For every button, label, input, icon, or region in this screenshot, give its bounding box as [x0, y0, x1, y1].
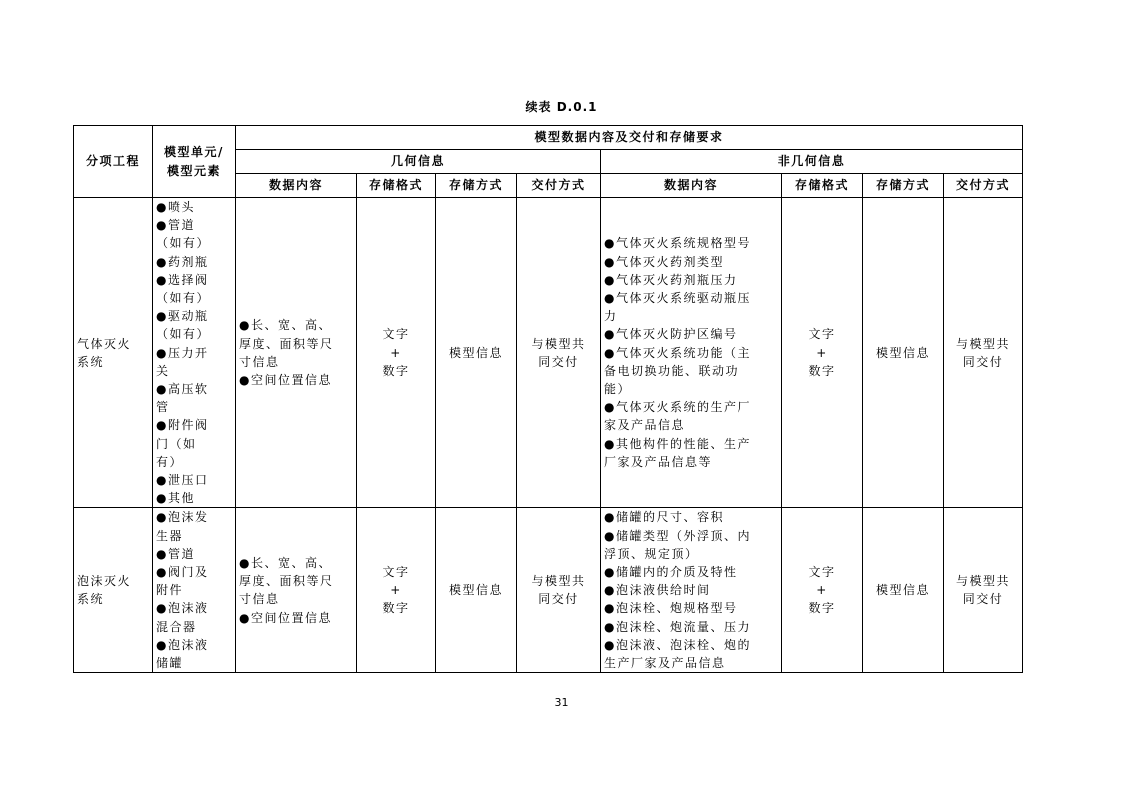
- cell-geo-content: [236, 198, 357, 508]
- subheader-nongeo-format: 存储格式: [782, 174, 863, 198]
- header-unit: 模型单元/ 模型元素: [153, 126, 236, 198]
- nongeo-content-item: ●气体灭火系统规格型号: [604, 236, 751, 251]
- nongeo-content-item: ●泡沫栓、炮规格型号: [604, 601, 738, 616]
- geo-content-item: ●空间位置信息: [239, 372, 332, 387]
- nongeo-content-item: ●其他构件的性能、生产 厂家及产品信息等: [604, 436, 751, 469]
- cell-nongeo-method: 模型信息: [863, 198, 944, 508]
- cell-geo-format: 文字 + 数字: [357, 198, 436, 508]
- cell-nongeo-delivery: 与模型共 同交付: [944, 198, 1023, 508]
- cell-project: 气体灭火 系统: [74, 198, 153, 508]
- header-top: 模型数据内容及交付和存储要求: [236, 126, 1023, 150]
- nongeo-content-item: ●气体灭火药剂类型: [604, 254, 724, 269]
- table-caption: 续表 D.0.1: [525, 100, 598, 114]
- nongeo-content-item: ●气体灭火系统的生产厂 家及产品信息: [604, 400, 751, 433]
- cell-units: [153, 508, 236, 673]
- subheader-geo-method: 存储方式: [436, 174, 517, 198]
- unit-item: ●药剂瓶: [156, 254, 209, 269]
- table-row: [74, 508, 1023, 673]
- nongeo-content-item: ●储罐类型（外浮顶、内 浮顶、规定顶）: [604, 528, 751, 561]
- nongeo-content-item: ●泡沫液、泡沫栓、炮的 生产厂家及产品信息: [604, 637, 751, 671]
- cell-geo-method: 模型信息: [436, 508, 517, 673]
- subheader-geo-format: 存储格式: [357, 174, 436, 198]
- unit-item: ●选择阀 （如有）: [156, 272, 211, 306]
- cell-project: 泡沫灭火 系统: [74, 508, 153, 673]
- header-nongeo: 非几何信息: [601, 150, 1023, 174]
- cell-geo-method: 模型信息: [436, 198, 517, 508]
- cell-geo-content: [236, 508, 357, 673]
- subheader-nongeo-content: 数据内容: [601, 174, 782, 198]
- unit-item: ●泡沫液 储罐: [156, 637, 209, 671]
- cell-nongeo-delivery: 与模型共 同交付: [944, 508, 1023, 673]
- subheader-geo-content: 数据内容: [236, 174, 357, 198]
- unit-item: ●泡沫液 混合器: [156, 601, 209, 634]
- unit-item: ●喷头: [156, 200, 195, 214]
- subheader-nongeo-delivery: 交付方式: [944, 174, 1023, 198]
- unit-item: ●其他: [156, 491, 195, 506]
- cell-geo-format: 文字 + 数字: [357, 508, 436, 673]
- unit-item: ●管道 （如有）: [156, 218, 211, 251]
- unit-item: ●压力开 关: [156, 345, 209, 378]
- geo-content-item: ●空间位置信息: [239, 610, 332, 625]
- geo-content-item: ●长、宽、高、 厚度、面积等尺 寸信息: [239, 318, 334, 369]
- unit-item: ●阀门及 附件: [156, 565, 209, 598]
- unit-item: ●驱动瓶 （如有）: [156, 309, 211, 342]
- table-row: [74, 198, 1023, 508]
- cell-units: [153, 198, 236, 508]
- header-geo: 几何信息: [236, 150, 601, 174]
- unit-item: ●泄压口: [156, 473, 209, 488]
- unit-item: ●高压软 管: [156, 382, 209, 415]
- cell-geo-delivery: 与模型共 同交付: [517, 198, 601, 508]
- unit-item: ●管道: [156, 546, 195, 561]
- nongeo-content-item: ●储罐内的介质及特性: [604, 565, 738, 580]
- cell-nongeo-format: 文字 + 数字: [782, 198, 863, 508]
- nongeo-content-item: ●气体灭火系统功能（主 备电切换功能、联动功 能）: [604, 345, 751, 397]
- cell-nongeo-content: [601, 198, 782, 508]
- cell-nongeo-content: [601, 508, 782, 673]
- subheader-geo-delivery: 交付方式: [517, 174, 601, 198]
- geo-content-item: ●长、宽、高、 厚度、面积等尺 寸信息: [239, 555, 334, 607]
- nongeo-content-item: ●储罐的尺寸、容积: [604, 510, 724, 525]
- unit-item: ●泡沫发 生器: [156, 510, 209, 543]
- cell-nongeo-method: 模型信息: [863, 508, 944, 673]
- data-table: [73, 125, 1023, 673]
- nongeo-content-item: ●气体灭火药剂瓶压力: [604, 272, 738, 287]
- cell-geo-delivery: 与模型共 同交付: [517, 508, 601, 673]
- nongeo-content-item: ●泡沫栓、炮流量、压力: [604, 619, 751, 634]
- nongeo-content-item: ●气体灭火防护区编号: [604, 327, 738, 342]
- cell-nongeo-format: 文字 + 数字: [782, 508, 863, 673]
- subheader-nongeo-method: 存储方式: [863, 174, 944, 198]
- nongeo-content-item: ●气体灭火系统驱动瓶压 力: [604, 291, 751, 324]
- unit-item: ●附件阀 门（如 有）: [156, 418, 209, 469]
- nongeo-content-item: ●泡沫液供给时间: [604, 583, 711, 598]
- page-number: 31: [554, 696, 569, 709]
- header-project: 分项工程: [74, 126, 153, 198]
